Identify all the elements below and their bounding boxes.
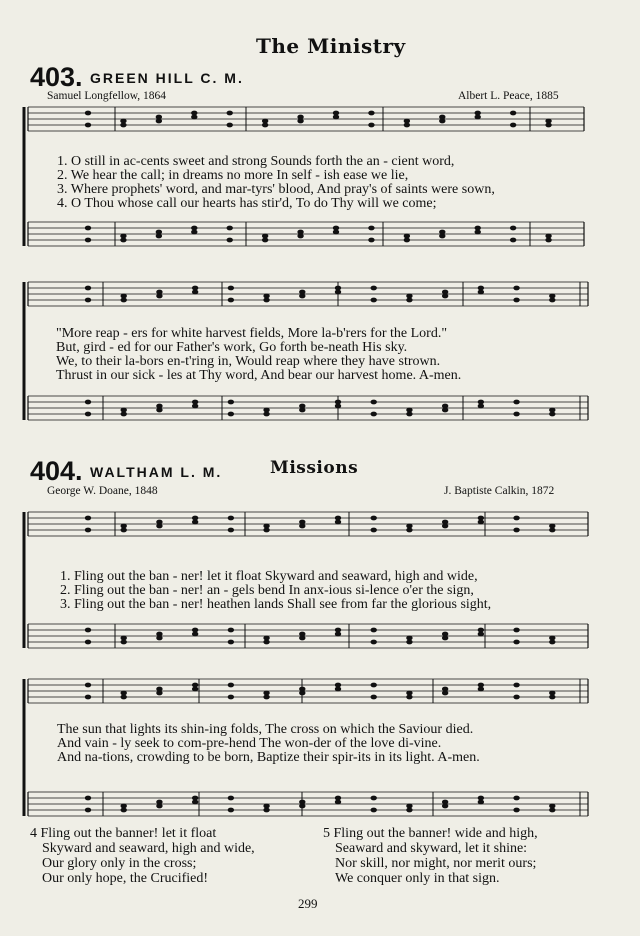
lyrics-404-system1: [60, 570, 491, 612]
lyric-line: 2. Fling out the ban - ner! an - gels bend In anx-ious si-lence o'er the sign,: [60, 583, 474, 598]
stanza-line: Seaward and skyward, let it shine:: [335, 841, 528, 856]
page-number: 299: [298, 896, 318, 911]
section-title: The Ministry: [256, 34, 406, 58]
lyric-line: Thrust in our sick - les at Thy word, And bear our harvest home. A-men.: [56, 368, 462, 383]
lyric-line: "More reap - ers for white harvest fields, More la-b'rers for the Lord.": [56, 326, 448, 341]
lyrics-403-system1: [57, 155, 495, 211]
composer-credit-403: Albert L. Peace, 1885: [458, 90, 559, 102]
hymn-number-403: 403.: [30, 62, 83, 92]
stanza-5: [323, 826, 538, 886]
stanza-line: Nor skill, nor might, nor merit ours;: [335, 856, 537, 871]
stanza-line: Our only hope, the Crucified!: [42, 871, 209, 886]
lyric-line: 3. Where prophets' word, and mar-tyrs' blood, And pray's of saints were sown,: [57, 182, 495, 197]
composer-credit-404: J. Baptiste Calkin, 1872: [444, 485, 555, 497]
lyric-line: 3. Fling out the ban - ner! heathen lands Shall see from far the glorious sight,: [60, 597, 492, 612]
stanza-line: Skyward and seaward, high and wide,: [42, 841, 255, 856]
lyric-line: We, to their la-bors en-t'ring in, Would reap where they have strown.: [56, 354, 441, 369]
stanza-line: We conquer only in that sign.: [335, 871, 500, 886]
stanza-line: Our glory only in the cross;: [42, 856, 197, 871]
lyric-line: 2. We hear the call; in dreams no more In self - ish ease we lie,: [57, 168, 409, 183]
lyric-line: And vain - ly seek to com-pre-hend The won-der of the love di-vine.: [57, 736, 442, 751]
section-title-missions: Missions: [270, 458, 359, 478]
lyric-line: And na-tions, crowding to be born, Baptize their spir-its in its light. A-men.: [57, 750, 480, 765]
lyric-line: 4. O Thou whose call our hearts has stir'd, To do Thy will we come;: [57, 196, 437, 211]
author-credit-403: Samuel Longfellow, 1864: [47, 90, 167, 102]
stanza-line: 4 Fling out the banner! let it float: [30, 826, 217, 841]
lyrics-404-system2: [57, 723, 480, 765]
author-credit-404: George W. Doane, 1848: [47, 485, 158, 497]
stanza-line: 5 Fling out the banner! wide and high,: [323, 826, 538, 841]
lyric-line: 1. O still in ac-cents sweet and strong Sounds forth the an - cient word,: [57, 154, 455, 169]
lyric-line: 1. Fling out the ban - ner! let it float Skyward and seaward, high and wide,: [60, 569, 478, 584]
tune-name-403: GREEN HILL C. M.: [90, 70, 244, 86]
lyric-line: The sun that lights its shin-ing folds, The cross on which the Saviour died.: [57, 722, 474, 737]
stanza-4: [30, 826, 255, 886]
lyric-line: But, gird - ed for our Father's work, Go forth be-neath His sky.: [56, 340, 408, 355]
hymn-number-404: 404.: [30, 456, 83, 486]
lyrics-403-system2: [56, 327, 461, 383]
tune-name-404: WALTHAM L. M.: [90, 464, 223, 480]
